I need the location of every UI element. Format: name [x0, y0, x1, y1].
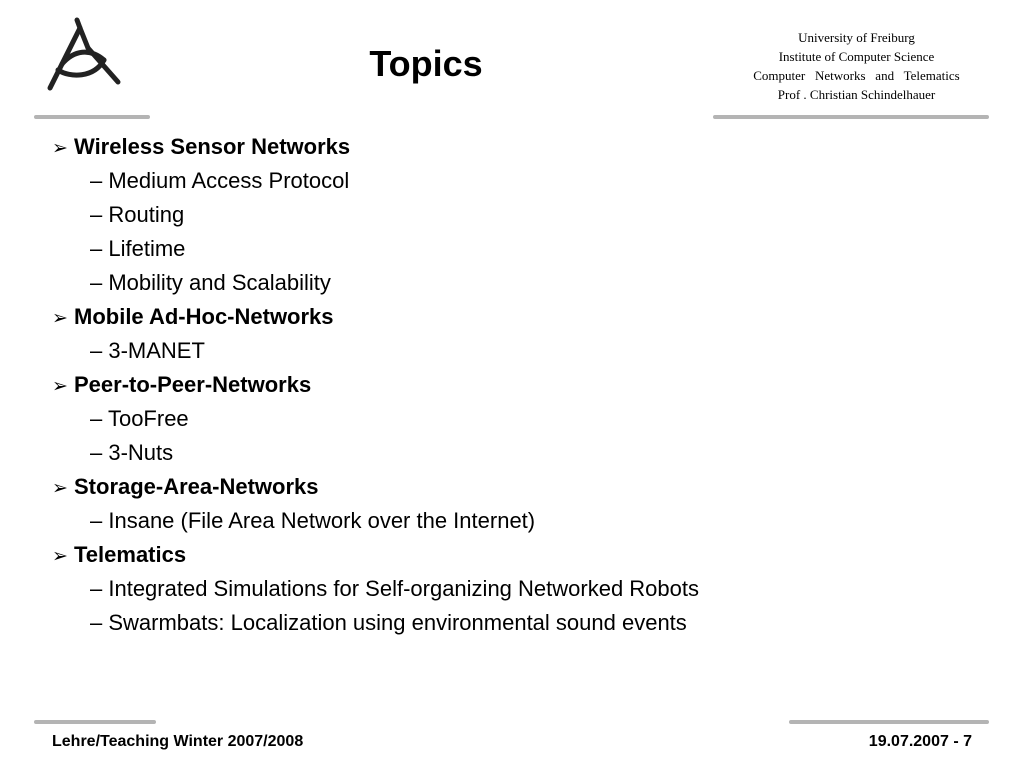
- subtopic-item: [90, 335, 205, 367]
- subtopic-item: [90, 199, 184, 231]
- subtopic-item: [90, 505, 535, 537]
- dash-icon: –: [90, 576, 109, 601]
- arrow-bullet-icon: ➢: [52, 138, 68, 159]
- footer-date-page: 19.07.2007 - 7: [868, 733, 972, 750]
- subtopic-item: [90, 165, 349, 197]
- subtopic-label: TooFree: [107, 406, 189, 431]
- subtopic-item: [90, 233, 185, 265]
- subtopic-label: Swarmbats: Localization using environmental sound events: [108, 610, 687, 635]
- arrow-bullet-icon: ➢: [52, 478, 68, 499]
- subtopic-label: Routing: [108, 202, 185, 227]
- footer-left-rule: [34, 720, 156, 724]
- subtopic-item: [90, 607, 687, 639]
- footer-course: Lehre/Teaching Winter 2007/2008: [52, 733, 304, 750]
- footer-right-rule: [789, 720, 989, 724]
- institution-professor: Prof . Christian Schindelhauer: [777, 87, 936, 102]
- arrow-bullet-icon: ➢: [52, 308, 68, 329]
- subtopic-item: [90, 573, 699, 605]
- topic-label: Wireless Sensor Networks: [74, 134, 351, 159]
- dash-icon: –: [90, 168, 109, 193]
- subtopic-label: 3-MANET: [108, 338, 205, 363]
- topic-label: Storage-Area-Networks: [74, 474, 319, 499]
- topic-label: Telematics: [74, 542, 187, 567]
- subtopic-label: 3-Nuts: [108, 440, 174, 465]
- topic-label: Mobile Ad-Hoc-Networks: [74, 304, 334, 329]
- topic-item: [52, 301, 334, 335]
- slide-title: Topics: [369, 43, 483, 84]
- subtopic-item: [90, 403, 189, 435]
- dash-icon: –: [90, 406, 108, 431]
- dash-icon: –: [90, 610, 109, 635]
- subtopic-label: Insane (File Area Network over the Internet): [108, 508, 536, 533]
- arrow-bullet-icon: ➢: [52, 546, 68, 567]
- institution-university: University of Freiburg: [798, 30, 915, 45]
- subtopic-label: Medium Access Protocol: [108, 168, 350, 193]
- dash-icon: –: [90, 236, 109, 261]
- dash-icon: –: [90, 440, 109, 465]
- dash-icon: –: [90, 270, 109, 295]
- topic-item: [52, 471, 319, 505]
- topic-item: [52, 369, 311, 403]
- topic-item: [52, 131, 350, 165]
- dash-icon: –: [90, 508, 109, 533]
- subtopic-item: [90, 437, 173, 469]
- header-left-rule: [34, 115, 150, 119]
- subtopic-item: [90, 267, 331, 299]
- institution-group: Computer Networks and Telematics: [753, 68, 960, 83]
- institution-institute: Institute of Computer Science: [778, 49, 935, 64]
- dash-icon: –: [90, 338, 109, 363]
- subtopic-label: Mobility and Scalability: [108, 270, 331, 295]
- institution-block: [724, 28, 989, 104]
- header-right-rule: [713, 115, 989, 119]
- arrow-bullet-icon: ➢: [52, 376, 68, 397]
- topic-item: [52, 539, 186, 573]
- subtopic-label: Integrated Simulations for Self-organizing Networked Robots: [108, 576, 699, 601]
- topic-label: Peer-to-Peer-Networks: [74, 372, 312, 397]
- subtopic-label: Lifetime: [108, 236, 186, 261]
- dash-icon: –: [90, 202, 109, 227]
